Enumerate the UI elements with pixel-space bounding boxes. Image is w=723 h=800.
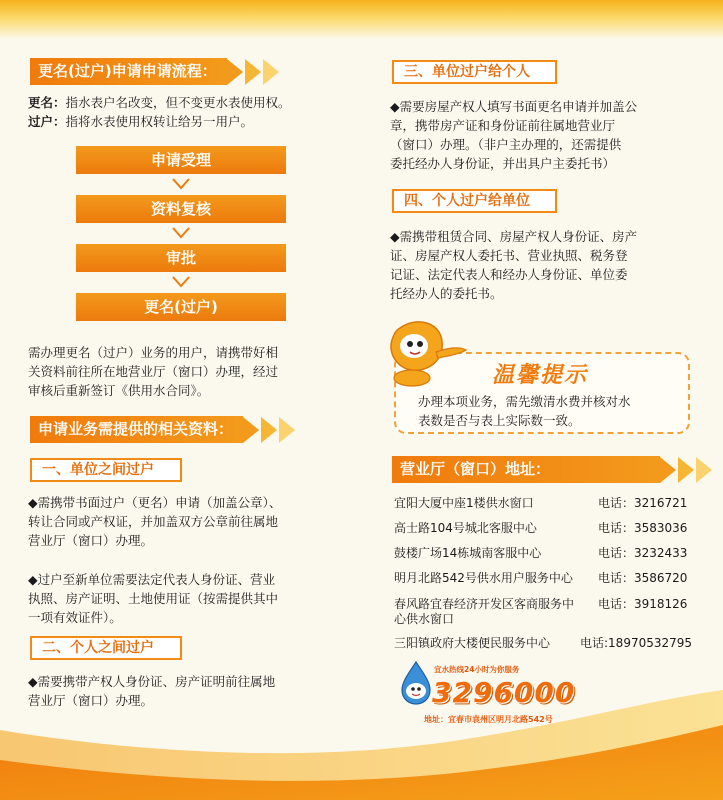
section-person-to-person-title: 二、个人之间过户	[30, 636, 182, 660]
flow-step-review: 资料复核	[76, 195, 286, 223]
rename-definition-text: 指水表户名改变，但不变更水表使用权。	[65, 95, 291, 110]
address-text: 地址：宜春市袁州区明月北路542号	[424, 715, 553, 724]
chevron-icon	[696, 457, 712, 483]
chevron-icon	[245, 59, 261, 85]
offices-header: 营业厅（窗口）地址：	[392, 456, 712, 483]
flow-step-accept: 申请受理	[76, 146, 286, 174]
chevron-down-icon	[171, 226, 191, 240]
flow-step-rename: 更名(过户)	[76, 293, 286, 321]
rename-term: 更名：	[28, 95, 66, 110]
chevron-icon	[263, 59, 279, 85]
person-to-unit-item-1: ◆需携带租赁合同、房屋产权人身份证、房产 证、房屋产权人委托书、营业执照、税务登 记证、法定代表人和经办人身份证、单位委 托经办人的委托书。	[390, 229, 638, 301]
unit-to-unit-item-2: ◆过户至新单位需要法定代表人身份证、营业 执照、房产证明、土地使用证（按需提供其中 一项有效证件）。	[28, 572, 279, 625]
chevron-icon	[261, 417, 277, 443]
hotline-number: 3296000	[432, 676, 576, 709]
unit-to-person-item-1: ◆需要房屋产权人填写书面更名申请并加盖公 章，携带房产证和身份证前往属地营业厅 （窗口）办理。（非户主办理的，还需提供 委托经办人身份证，并出具户主委托书）	[390, 99, 638, 171]
chevron-down-icon	[171, 275, 191, 289]
tips-text: 办理本项业务，需先缴清水费并核对水 表数是否与表上实际数一致。	[418, 394, 631, 428]
section-unit-to-unit-title: 一、单位之间过户	[30, 458, 182, 482]
tips-title: 温馨提示	[492, 362, 589, 388]
section-person-to-unit-title: 四、个人过户给单位	[392, 189, 557, 213]
chevron-icon	[279, 417, 295, 443]
transfer-definition	[28, 112, 368, 131]
materials-header: 申请业务需提供的相关资料：	[30, 416, 295, 443]
chevron-icon	[678, 457, 694, 483]
hotline-mascot-icon	[396, 660, 436, 706]
transfer-term: 过户：	[28, 114, 66, 129]
rename-flow-header: 更名(过户)申请申请流程：	[30, 58, 279, 85]
unit-to-unit-item-1: ◆需携带书面过户（更名）申请（加盖公章）、 转让合同或产权证，并加盖双方公章前往属地 营业厅（窗口）办理。	[28, 495, 282, 548]
chevron-down-icon	[171, 177, 191, 191]
chevron-icon	[243, 417, 259, 443]
section-unit-to-person-title: 三、单位过户给个人	[392, 60, 557, 84]
flow-step-approve: 审批	[76, 244, 286, 272]
rename-definition	[28, 93, 368, 112]
hotline-caption: 宜水热线24小时为你服务	[434, 665, 520, 674]
person-to-person-item-1: ◆需要携带产权人身份证、房产证明前往属地 营业厅（窗口）办理。	[28, 674, 276, 708]
chevron-icon	[660, 457, 676, 483]
chevron-icon	[227, 59, 243, 85]
intro-paragraph: 需办理更名（过户）业务的用户，请携带好相 关资料前往所在地营业厅（窗口）办理，经过 审核后重新签订《供用水合同》。	[28, 345, 279, 398]
top-gradient-band	[0, 0, 723, 40]
water-drop-mascot-icon	[386, 318, 476, 390]
transfer-definition-text: 指将水表使用权转让给另一用户。	[65, 114, 254, 129]
